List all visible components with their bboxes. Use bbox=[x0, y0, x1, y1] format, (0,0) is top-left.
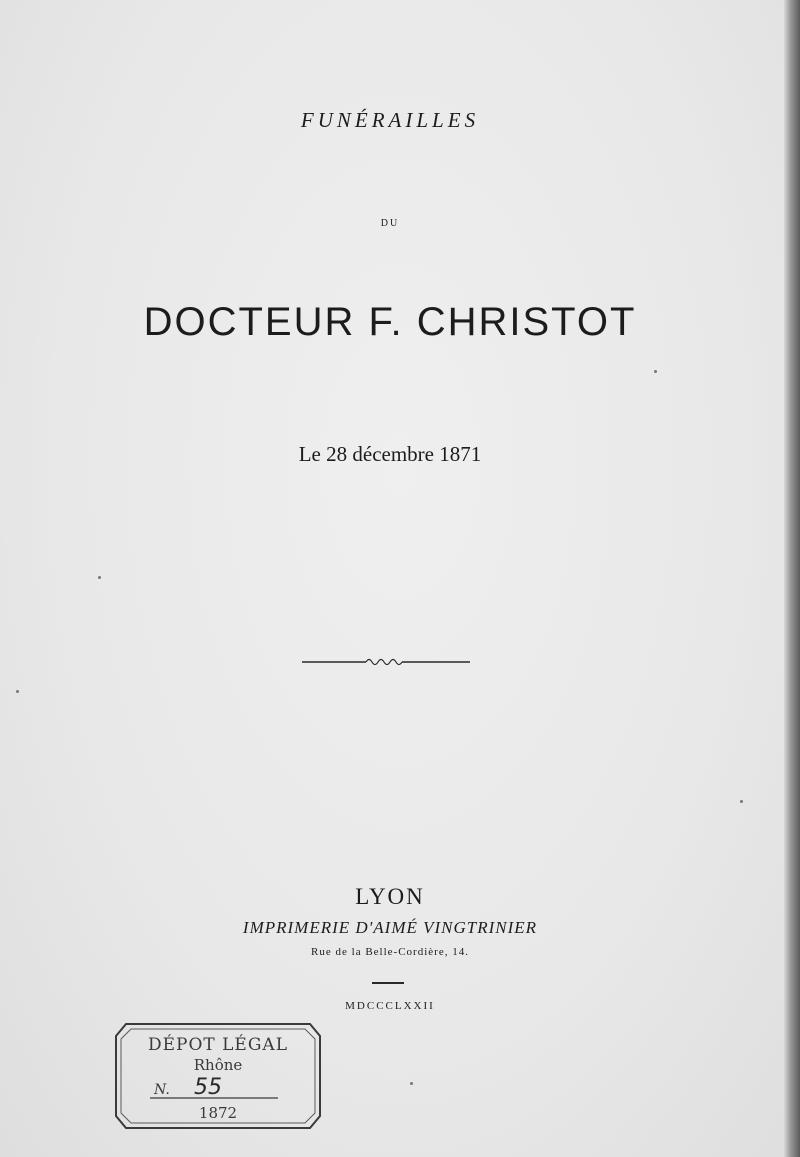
paper-speck bbox=[98, 576, 101, 579]
heading-funerailles: FUNÉRAILLES bbox=[300, 108, 480, 132]
connector-du: DU bbox=[380, 218, 400, 229]
paper-speck bbox=[654, 370, 657, 373]
stamp-year: 1872 bbox=[198, 1104, 238, 1122]
event-date: Le 28 décembre 1871 bbox=[298, 442, 482, 466]
subject-name: DOCTEUR F. CHRISTOT bbox=[143, 300, 637, 344]
ornament-divider bbox=[302, 654, 470, 670]
depot-legal-stamp bbox=[112, 1020, 324, 1132]
paper-speck bbox=[740, 800, 743, 803]
imprint-address: Rue de la Belle-Cordière, 14. bbox=[311, 946, 469, 958]
stamp-line1: DÉPOT LÉGAL bbox=[147, 1035, 289, 1055]
stamp-line2: Rhône bbox=[193, 1056, 243, 1074]
imprint-city: LYON bbox=[355, 884, 425, 909]
stamp-number-prefix: N. bbox=[154, 1082, 170, 1098]
stamp-number: 55 bbox=[194, 1075, 222, 1100]
paper-speck bbox=[16, 690, 19, 693]
page-edge-shadow bbox=[784, 0, 800, 1157]
imprint-rule bbox=[372, 982, 404, 984]
imprint-year: MDCCCLXXII bbox=[345, 1000, 435, 1012]
imprint-printer: IMPRIMERIE D'AIMÉ VINGTRINIER bbox=[242, 918, 538, 937]
paper-speck bbox=[410, 1082, 413, 1085]
